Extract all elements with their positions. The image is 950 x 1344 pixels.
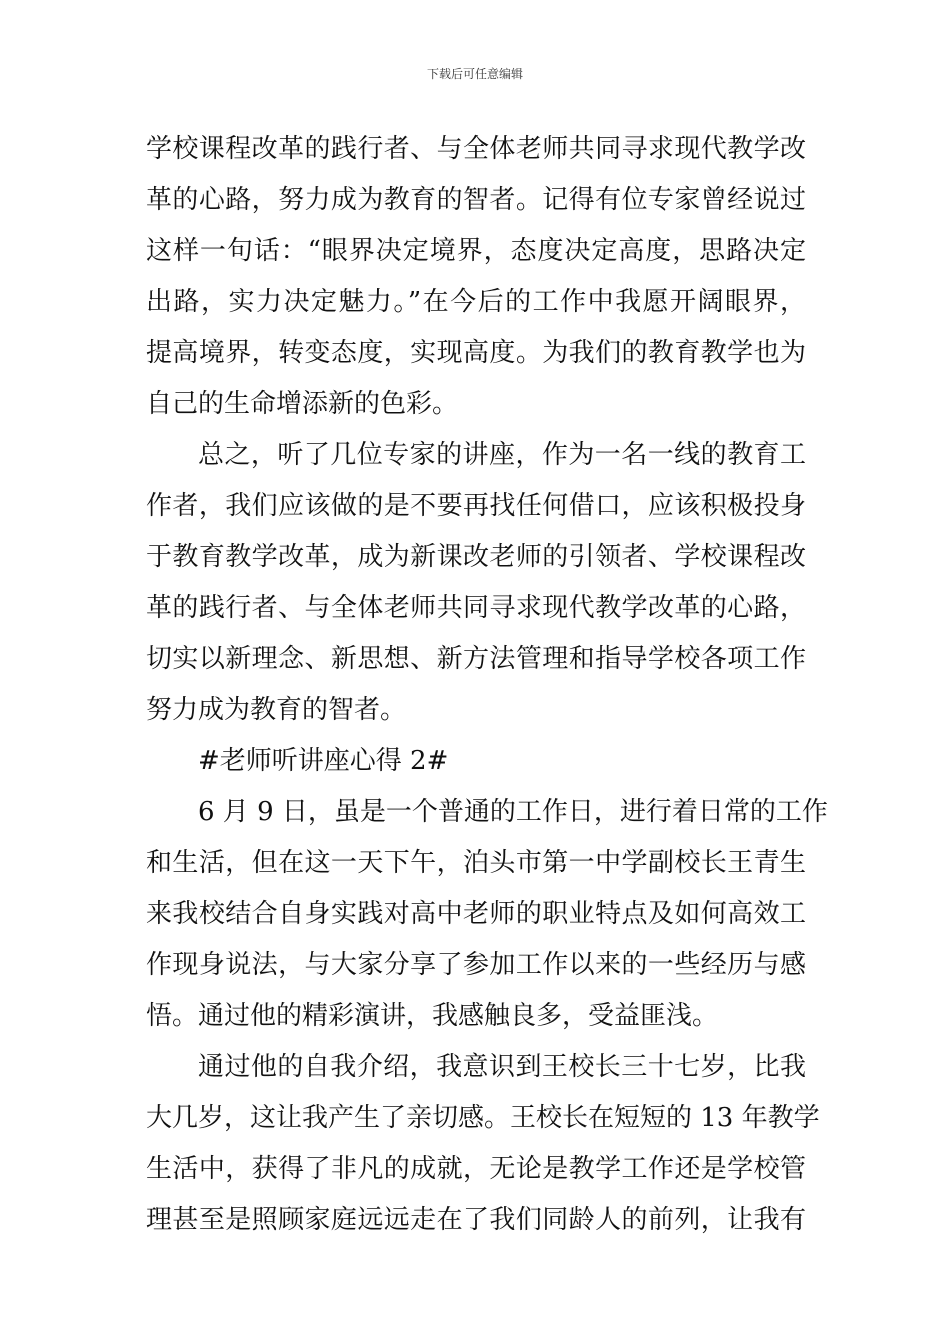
text-line: 大几岁，这让我产生了亲切感。王校长在短短的 13 年教学 bbox=[146, 1103, 820, 1133]
text-line: 于教育教学改革，成为新课改老师的引领者、学校课程改 bbox=[146, 542, 806, 572]
text-line: 革的践行者、与全体老师共同寻求现代教学改革的心路， bbox=[146, 593, 806, 623]
text-line: 学校课程改革的践行者、与全体老师共同寻求现代教学改 bbox=[146, 134, 806, 164]
page-header-note: 下载后可任意编辑 bbox=[426, 67, 523, 81]
text-line: 通过他的自我介绍，我意识到王校长三十七岁，比我 bbox=[198, 1052, 806, 1082]
text-line: 来我校结合自身实践对高中老师的职业特点及如何高效工 bbox=[146, 899, 806, 929]
text-line: 努力成为教育的智者。 bbox=[146, 695, 407, 725]
text-line: 自己的生命增添新的色彩。 bbox=[146, 389, 459, 419]
text-line: 理甚至是照顾家庭远远走在了我们同龄人的前列，让我有 bbox=[146, 1205, 806, 1235]
text-line: 和生活，但在这一天下午，泊头市第一中学副校长王青生 bbox=[146, 848, 806, 878]
text-line: 提高境界，转变态度，实现高度。为我们的教育教学也为 bbox=[146, 338, 806, 368]
text-line: 出路，实力决定魅力。”在今后的工作中我愿开阔眼界， bbox=[146, 287, 806, 317]
text-line: 生活中，获得了非凡的成就，无论是教学工作还是学校管 bbox=[146, 1154, 806, 1184]
text-line: 悟。通过他的精彩演讲，我感触良多，受益匪浅。 bbox=[146, 1001, 719, 1031]
text-line: #老师听讲座心得 2# bbox=[198, 746, 449, 776]
document-body bbox=[146, 124, 828, 1246]
text-line: 切实以新理念、新思想、新方法管理和指导学校各项工作 bbox=[146, 644, 806, 674]
text-line: 作者，我们应该做的是不要再找任何借口，应该积极投身 bbox=[146, 491, 806, 521]
text-line: 6 月 9 日，虽是一个普通的工作日，进行着日常的工作 bbox=[198, 797, 828, 827]
text-line: 总之，听了几位专家的讲座，作为一名一线的教育工 bbox=[198, 440, 806, 470]
text-line: 作现身说法，与大家分享了参加工作以来的一些经历与感 bbox=[146, 950, 806, 980]
text-line: 革的心路，努力成为教育的智者。记得有位专家曾经说过 bbox=[146, 185, 806, 215]
text-line: 这样一句话：“眼界决定境界，态度决定高度，思路决定 bbox=[146, 236, 806, 266]
